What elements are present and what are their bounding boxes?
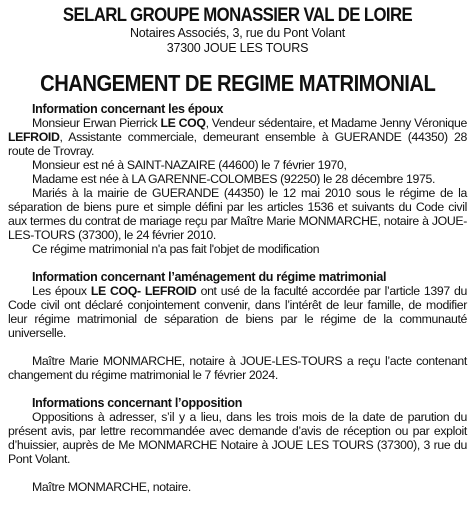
spouses-paragraph — [8, 116, 467, 158]
firm-address-line2: 37300 JOUE LES TOURS — [166, 41, 309, 55]
wife-birth: Madame est née à LA GARENNE-COLOMBES (92250) le 28 décembre 1975. — [32, 172, 436, 186]
notice-title: CHANGEMENT DE REGIME MATRIMONIAL — [40, 70, 436, 96]
arrangement-text-b: ont usé de la faculté accordée par l’article 1397 du Code civil ont déclaré conjointement convenir, dans l’intérêt de leur famille, de modifier leur régime matrimonial de séparation de biens par le régime de la communauté universelle. — [8, 284, 467, 340]
arrangement-paragraph — [8, 284, 467, 340]
arrangement-text-a: Les époux — [32, 284, 91, 298]
firm-address-line1: Notaires Associés, 3, rue du Pont Volant — [129, 26, 346, 40]
spouses-text-b: , Vendeur sédentaire, et Madame Jenny Véronique — [205, 116, 467, 130]
firm-name: SELARL GROUPE MONASSIER VAL DE LOIRE — [62, 4, 413, 26]
signature: Maître MONMARCHE, notaire. — [32, 480, 191, 494]
spacer — [8, 466, 467, 480]
couple-surnames: LE COQ- LEFROID — [90, 284, 197, 298]
husband-birth: Monsieur est né à SAINT-NAZAIRE (44600) le 7 février 1970, — [32, 158, 347, 172]
no-modification-note: Ce régime matrimonial n'a pas fait l'objet de modification — [32, 242, 320, 256]
spacer — [8, 256, 467, 270]
opposition-paragraph: Oppositions à adresser, s’il y a lieu, dans les trois mois de la date de parution du présent avis, par lettre recommandée avec demande d’avis de réception ou par exploit d’huissier, auprès de Me MONMARCHE Notaire à JOUE LES TOURS (37300), 3 rue du Pont Volant. — [8, 410, 467, 466]
spacer — [8, 382, 467, 396]
section-spouses-heading: Information concernant les époux — [32, 102, 224, 116]
deed-paragraph: Maître Marie MONMARCHE, notaire à JOUE-LES-TOURS a reçu l’acte contenant changement du régime matrimonial le 7 février 2024. — [8, 354, 467, 382]
section-opposition-heading: Informations concernant l’opposition — [32, 396, 243, 410]
spouses-text-c: , Assistante commerciale, demeurant ensemble à GUERANDE (44350) 28 route de Trovray. — [8, 130, 467, 158]
marriage-details: Mariés à la mairie de GUERANDE (44350) le 12 mai 2010 sous le régime de la séparation de biens pure et simple défini par les articles 1536 et suivants du Code civil aux termes du contrat de mariage reçu par Maître Marie MONMARCHE, notaire à JOUE-LES-TOURS (37300), le 24 février 2010. — [8, 186, 467, 242]
section-arrangement-heading: Information concernant l’aménagement du régime matrimonial — [32, 270, 387, 284]
husband-surname: LE COQ — [160, 116, 206, 130]
wife-surname: LEFROID — [8, 130, 60, 144]
spouses-text-a: Monsieur Erwan Pierrick — [32, 116, 161, 130]
spacer — [8, 340, 467, 354]
